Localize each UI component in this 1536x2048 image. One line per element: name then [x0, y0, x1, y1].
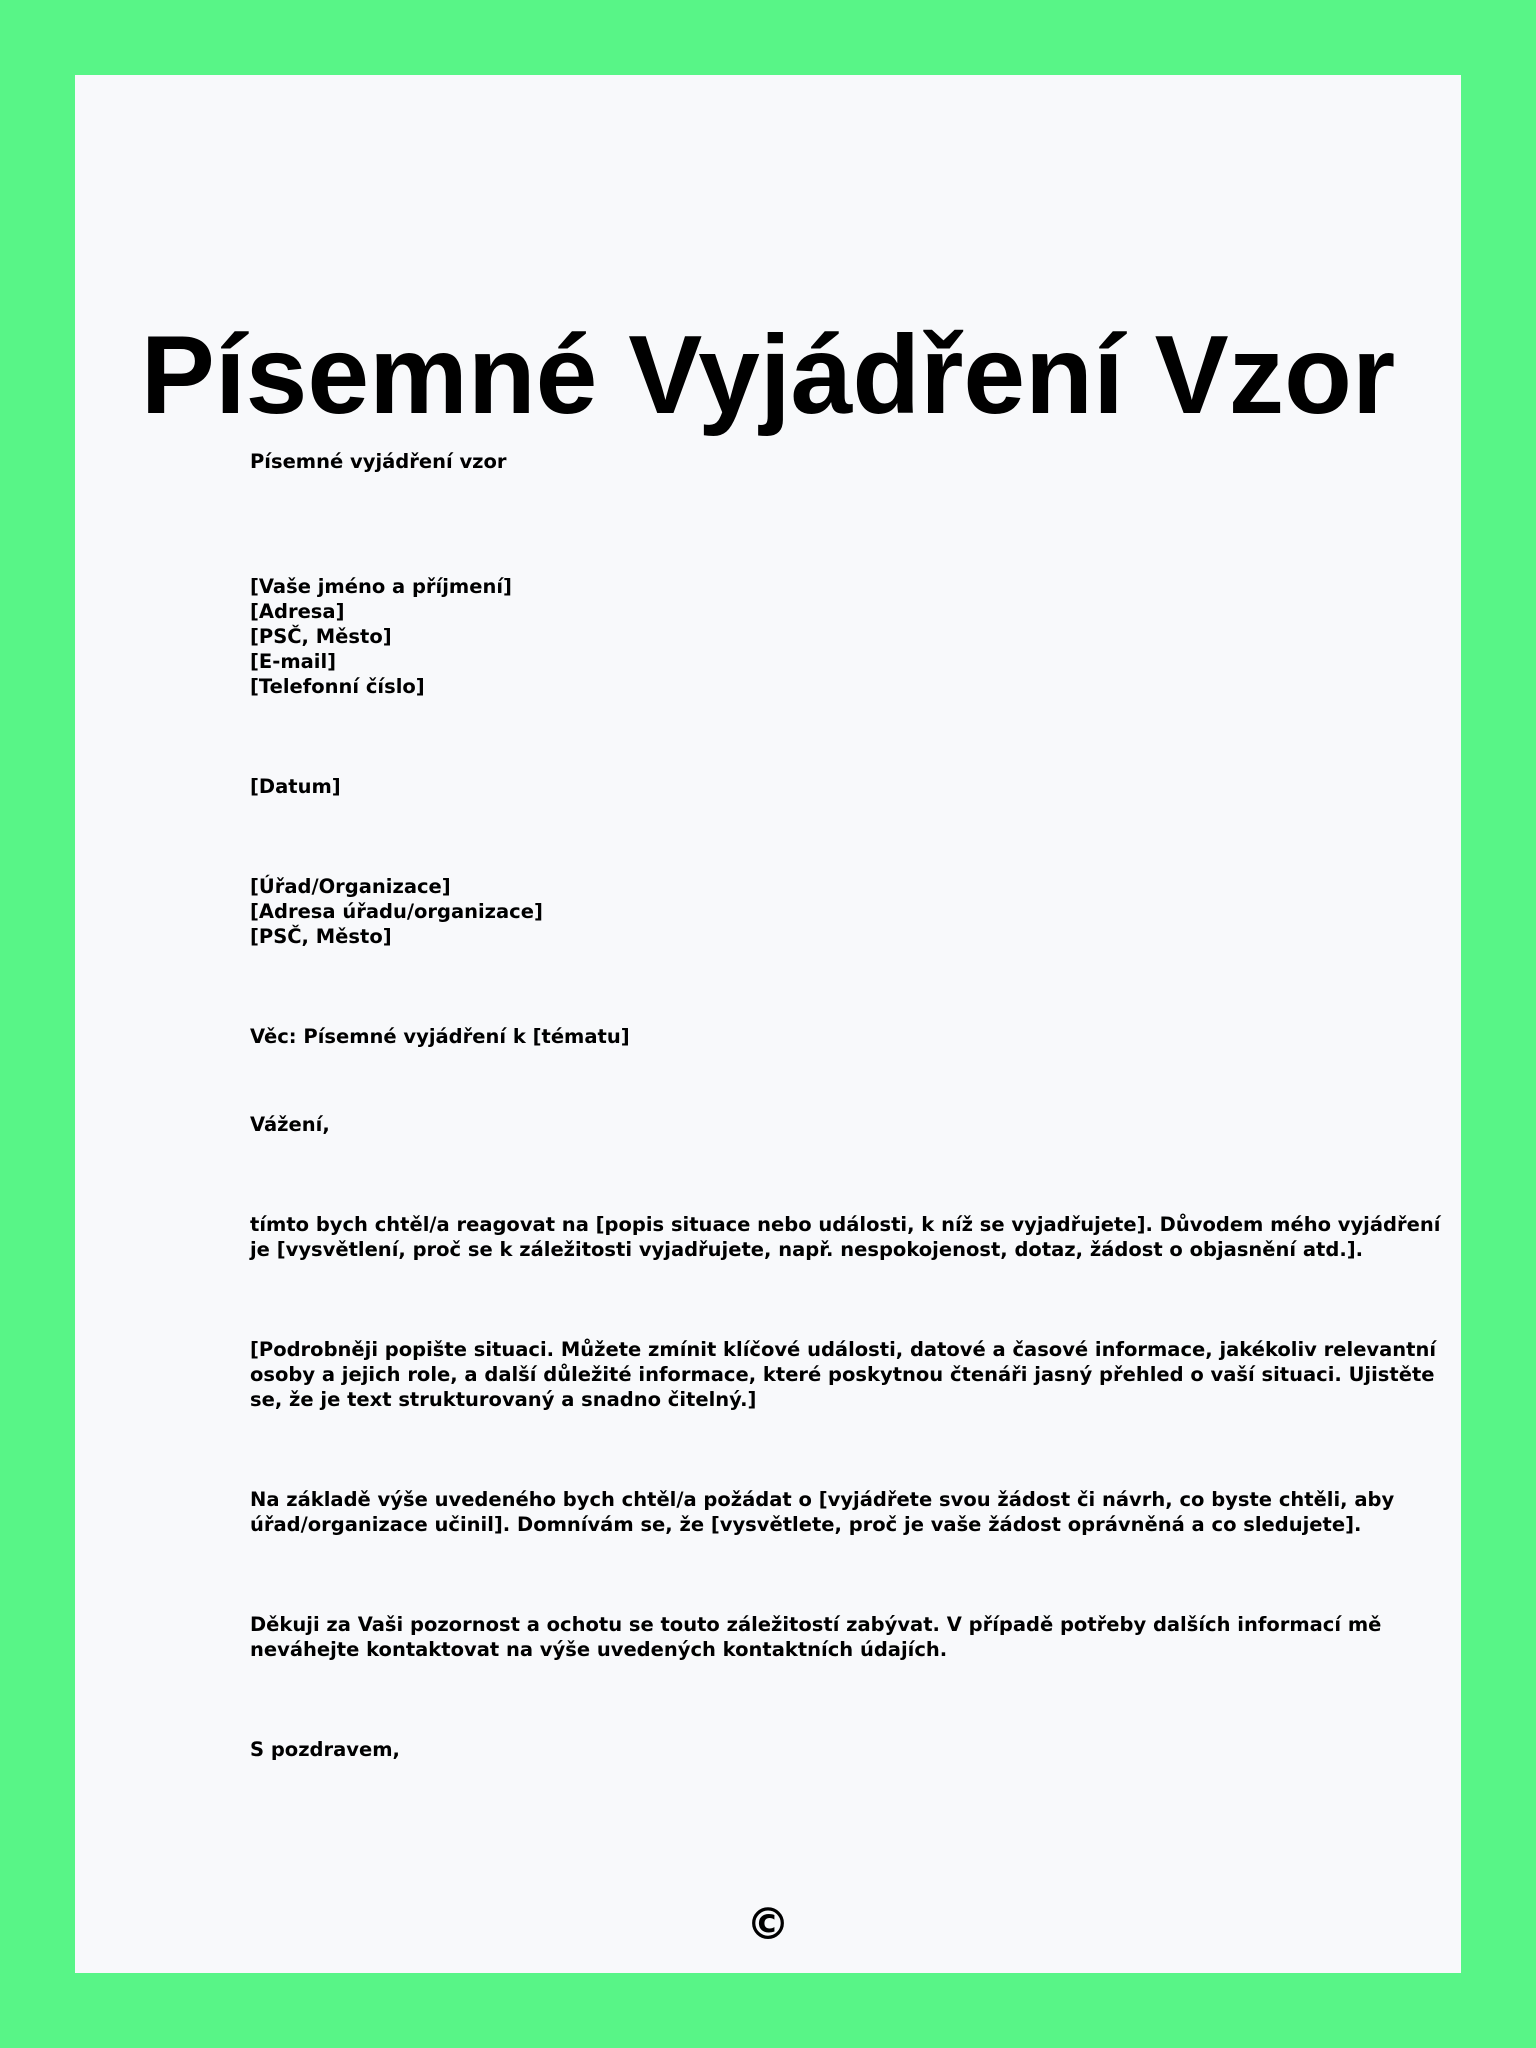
sender-address: [250, 574, 512, 699]
document-page: [75, 75, 1461, 1973]
paragraph-line: je [vysvětlení, proč se k záležitosti vyjadřujete, např. nespokojenost, dotaz, žádost o objasnění atd.].: [250, 1238, 1364, 1261]
sender-phone: [Telefonní číslo]: [250, 675, 425, 698]
recipient-name: [Úřad/Organizace]: [250, 875, 451, 898]
copyright-icon: ©: [746, 1899, 790, 1950]
letter-salutation: [250, 1112, 330, 1137]
paragraph-line: tímto bych chtěl/a reagovat na [popis situace nebo události, k níž se vyjadřujete]. Důvodem mého vyjádření: [250, 1213, 1441, 1236]
paragraph-4: [250, 1612, 1381, 1662]
paragraph-2: [250, 1337, 1436, 1412]
date-text: [Datum]: [250, 775, 341, 798]
sender-city: [PSČ, Město]: [250, 625, 392, 648]
letter-subject: [250, 1024, 630, 1049]
sender-email: [E-mail]: [250, 650, 337, 673]
paragraph-line: se, že je text strukturovaný a snadno čitelný.]: [250, 1388, 757, 1411]
salutation-text: Vážení,: [250, 1113, 330, 1136]
recipient-street: [Adresa úřadu/organizace]: [250, 900, 543, 923]
paragraph-3: [250, 1487, 1394, 1537]
paragraph-line: [Podrobněji popište situaci. Můžete zmínit klíčové události, datové a časové informace, jakékoliv relevantní: [250, 1338, 1437, 1361]
sender-street: [Adresa]: [250, 600, 345, 623]
paragraph-line: Děkuji za Vaši pozornost a ochotu se touto záležitostí zabývat. V případě potřeby dalších informací mě: [250, 1613, 1382, 1636]
paragraph-line: neváhejte kontaktovat na výše uvedených kontaktních údajích.: [250, 1638, 948, 1661]
letter-closing: [250, 1737, 400, 1762]
subject-text: Věc: Písemné vyjádření k [tématu]: [250, 1025, 630, 1048]
paragraph-line: úřad/organizace učinil]. Domnívám se, že [vysvětlete, proč je vaše žádost oprávněná a co sledujete].: [250, 1513, 1362, 1536]
closing-text: S pozdravem,: [250, 1738, 400, 1761]
subtitle-text: Písemné vyjádření vzor: [250, 450, 507, 473]
paragraph-line: osoby a jejich role, a další důležité informace, které poskytnou čtenáři jasný přehled o vaší situaci. Ujistěte: [250, 1363, 1435, 1386]
recipient-city: [PSČ, Město]: [250, 925, 392, 948]
paragraph-1: [250, 1212, 1440, 1262]
letter-date: [250, 774, 341, 799]
letter-subtitle: [250, 449, 507, 474]
paragraph-line: Na základě výše uvedeného bych chtěl/a požádat o [vyjádřete svou žádost či návrh, co byste chtěli, aby: [250, 1488, 1395, 1511]
document-title: Písemné Vyjádření Vzor: [140, 313, 1396, 437]
sender-name: [Vaše jméno a příjmení]: [250, 575, 512, 598]
recipient-address: [250, 874, 543, 949]
